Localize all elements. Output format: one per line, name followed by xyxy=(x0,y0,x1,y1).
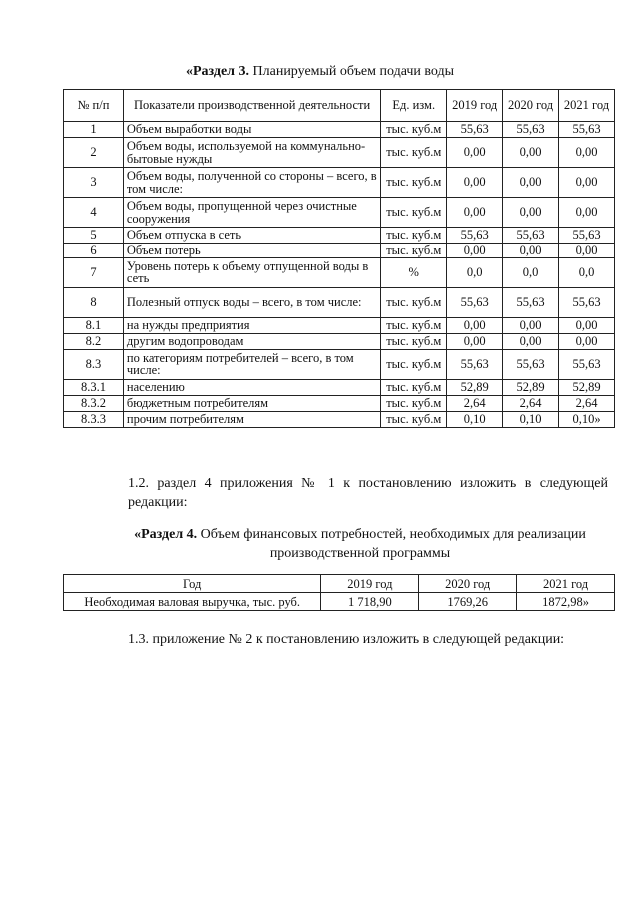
fin-value-2019: 1 718,90 xyxy=(321,593,419,611)
row-value-2020: 0,10 xyxy=(503,411,559,427)
row-value-2019: 55,63 xyxy=(447,287,503,317)
row-value-2020: 0,00 xyxy=(503,244,559,258)
row-name: населению xyxy=(123,379,380,395)
row-value-2020: 55,63 xyxy=(503,349,559,379)
row-name: бюджетным потребителям xyxy=(123,395,380,411)
row-value-2020: 2,64 xyxy=(503,395,559,411)
row-name: Объем воды, используемой на коммунально-бытовые нужды xyxy=(123,138,380,168)
table-row xyxy=(64,379,615,395)
financial-data-row xyxy=(64,593,615,611)
row-num: 6 xyxy=(64,244,124,258)
table-row xyxy=(64,257,615,287)
water-supply-table-body xyxy=(64,122,615,428)
row-value-2020: 55,63 xyxy=(503,228,559,244)
row-num: 7 xyxy=(64,257,124,287)
row-num: 8.1 xyxy=(64,317,124,333)
row-unit: тыс. куб.м xyxy=(381,317,447,333)
row-value-2019: 52,89 xyxy=(447,379,503,395)
row-value-2019: 55,63 xyxy=(447,122,503,138)
row-value-2019: 55,63 xyxy=(447,349,503,379)
row-name: другим водопроводам xyxy=(123,333,380,349)
row-num: 8.3.2 xyxy=(64,395,124,411)
table-row xyxy=(64,244,615,258)
financial-header-row xyxy=(64,575,615,593)
row-unit: тыс. куб.м xyxy=(381,411,447,427)
row-unit: тыс. куб.м xyxy=(381,198,447,228)
row-value-2019: 0,10 xyxy=(447,411,503,427)
row-value-2020: 55,63 xyxy=(503,287,559,317)
row-name: прочим потребителям xyxy=(123,411,380,427)
row-name: Объем выработки воды xyxy=(123,122,380,138)
row-unit: тыс. куб.м xyxy=(381,244,447,258)
row-value-2021: 0,0 xyxy=(559,257,615,287)
table-row xyxy=(64,317,615,333)
row-value-2019: 0,00 xyxy=(447,244,503,258)
fin-header-2021: 2021 год xyxy=(517,575,615,593)
section3-title-rest: Планируемый объем подачи воды xyxy=(249,64,455,79)
section4-title xyxy=(110,525,610,563)
fin-header-year: Год xyxy=(64,575,321,593)
row-num: 5 xyxy=(64,228,124,244)
row-name: на нужды предприятия xyxy=(123,317,380,333)
table-row xyxy=(64,228,615,244)
row-name: Объем отпуска в сеть xyxy=(123,228,380,244)
row-value-2021: 0,00 xyxy=(559,138,615,168)
row-num: 2 xyxy=(64,138,124,168)
financial-table xyxy=(63,574,615,611)
row-value-2021: 0,10» xyxy=(559,411,615,427)
row-unit: тыс. куб.м xyxy=(381,349,447,379)
row-value-2021: 55,63 xyxy=(559,122,615,138)
row-value-2020: 0,00 xyxy=(503,198,559,228)
row-value-2021: 55,63 xyxy=(559,287,615,317)
section3-title xyxy=(0,64,640,80)
row-value-2021: 0,00 xyxy=(559,198,615,228)
header-num: № п/п xyxy=(64,90,124,122)
table-row xyxy=(64,395,615,411)
fin-header-2020: 2020 год xyxy=(419,575,517,593)
section4-title-bold: «Раздел 4. xyxy=(134,527,198,542)
row-value-2020: 0,00 xyxy=(503,333,559,349)
header-2019: 2019 год xyxy=(447,90,503,122)
row-value-2020: 0,00 xyxy=(503,317,559,333)
row-name: по категориям потребителей – всего, в том числе: xyxy=(123,349,380,379)
row-value-2020: 0,00 xyxy=(503,168,559,198)
row-value-2021: 0,00 xyxy=(559,333,615,349)
row-value-2021: 55,63 xyxy=(559,349,615,379)
row-unit: тыс. куб.м xyxy=(381,379,447,395)
row-unit: тыс. куб.м xyxy=(381,122,447,138)
section4-title-rest: Объем финансовых потребностей, необходимых для реализации производственной программы xyxy=(197,527,586,561)
fin-value-2021: 1872,98» xyxy=(517,593,615,611)
paragraph-1-3-text: 1.3. приложение № 2 к постановлению изложить в следующей редакции: xyxy=(128,632,565,647)
row-value-2021: 0,00 xyxy=(559,168,615,198)
header-2020: 2020 год xyxy=(503,90,559,122)
row-value-2020: 55,63 xyxy=(503,122,559,138)
table-row xyxy=(64,349,615,379)
table-row xyxy=(64,168,615,198)
row-unit: тыс. куб.м xyxy=(381,395,447,411)
row-num: 3 xyxy=(64,168,124,198)
table-row xyxy=(64,287,615,317)
fin-row-label: Необходимая валовая выручка, тыс. руб. xyxy=(64,593,321,611)
row-num: 8 xyxy=(64,287,124,317)
fin-value-2020: 1769,26 xyxy=(419,593,517,611)
row-name: Полезный отпуск воды – всего, в том числе: xyxy=(123,287,380,317)
row-value-2021: 55,63 xyxy=(559,228,615,244)
row-value-2021: 0,00 xyxy=(559,244,615,258)
row-value-2019: 2,64 xyxy=(447,395,503,411)
paragraph-1-2 xyxy=(88,474,608,512)
water-supply-table xyxy=(63,89,615,428)
row-unit: тыс. куб.м xyxy=(381,228,447,244)
row-unit: тыс. куб.м xyxy=(381,168,447,198)
paragraph-1-3 xyxy=(88,630,608,649)
header-unit: Ед. изм. xyxy=(381,90,447,122)
row-unit: тыс. куб.м xyxy=(381,333,447,349)
table-row xyxy=(64,198,615,228)
row-num: 1 xyxy=(64,122,124,138)
row-unit: тыс. куб.м xyxy=(381,287,447,317)
row-num: 8.2 xyxy=(64,333,124,349)
row-num: 8.3 xyxy=(64,349,124,379)
row-value-2019: 0,00 xyxy=(447,138,503,168)
row-value-2021: 52,89 xyxy=(559,379,615,395)
row-name: Уровень потерь к объему отпущенной воды в сеть xyxy=(123,257,380,287)
row-name: Объем воды, полученной со стороны – всего, в том числе: xyxy=(123,168,380,198)
row-value-2019: 55,63 xyxy=(447,228,503,244)
row-value-2021: 0,00 xyxy=(559,317,615,333)
row-num: 8.3.3 xyxy=(64,411,124,427)
row-value-2020: 52,89 xyxy=(503,379,559,395)
row-unit: тыс. куб.м xyxy=(381,138,447,168)
row-value-2021: 2,64 xyxy=(559,395,615,411)
row-name: Объем воды, пропущенной через очистные сооружения xyxy=(123,198,380,228)
table-row xyxy=(64,333,615,349)
paragraph-1-2-text: 1.2. раздел 4 приложения № 1 к постановлению изложить в следующей редакции: xyxy=(128,476,608,510)
row-num: 8.3.1 xyxy=(64,379,124,395)
row-num: 4 xyxy=(64,198,124,228)
fin-header-2019: 2019 год xyxy=(321,575,419,593)
row-value-2020: 0,00 xyxy=(503,138,559,168)
row-value-2019: 0,00 xyxy=(447,333,503,349)
section3-title-bold: «Раздел 3. xyxy=(185,64,250,79)
header-2021: 2021 год xyxy=(559,90,615,122)
table-header-row xyxy=(64,90,615,122)
header-indicator: Показатели производственной деятельности xyxy=(123,90,380,122)
table-row xyxy=(64,411,615,427)
row-value-2019: 0,00 xyxy=(447,198,503,228)
row-unit: % xyxy=(381,257,447,287)
row-value-2020: 0,0 xyxy=(503,257,559,287)
table-row xyxy=(64,122,615,138)
row-value-2019: 0,0 xyxy=(447,257,503,287)
row-name: Объем потерь xyxy=(123,244,380,258)
row-value-2019: 0,00 xyxy=(447,168,503,198)
row-value-2019: 0,00 xyxy=(447,317,503,333)
table-row xyxy=(64,138,615,168)
